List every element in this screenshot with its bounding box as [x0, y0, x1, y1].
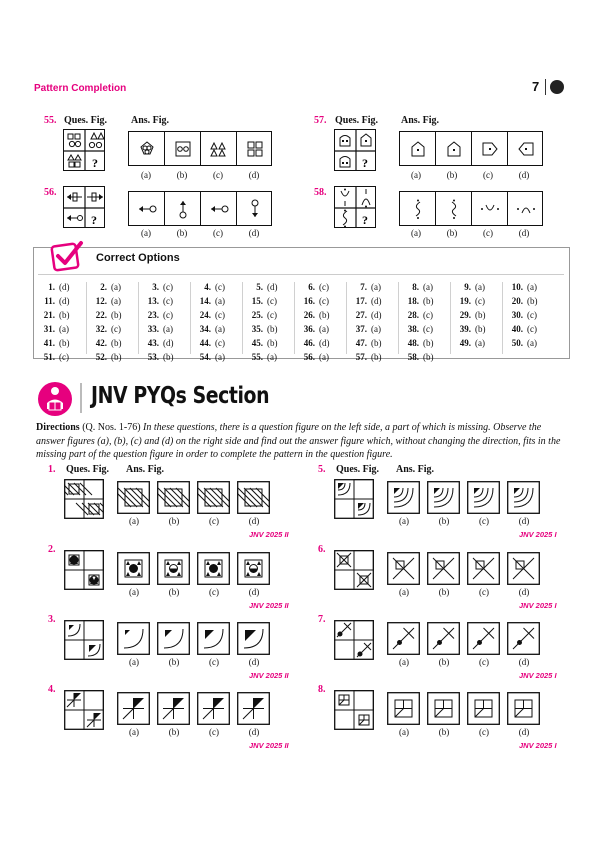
- answer-key-entry: 54. (a): [199, 352, 225, 362]
- answer-key-entry: 40. (c): [511, 324, 537, 334]
- section-title: Pattern Completion: [34, 83, 127, 94]
- answer-figure: [197, 622, 230, 655]
- answer-key-entry: 49. (a): [459, 338, 485, 348]
- ans-fig-label: Ans. Fig.: [401, 115, 440, 126]
- question-figure: [63, 186, 105, 228]
- svg-text:?: ?: [362, 156, 368, 170]
- column-divider: [86, 282, 87, 354]
- option-label: (c): [479, 587, 489, 597]
- ques-fig-label: Ques. Fig.: [336, 464, 380, 475]
- column-divider: [450, 282, 451, 354]
- answer-figure: [117, 481, 150, 514]
- option-label: (c): [479, 727, 489, 737]
- svg-text:?: ?: [91, 213, 97, 227]
- answer-key-entry: 1. (d): [48, 282, 70, 292]
- answer-key-entry: 44. (c): [199, 338, 225, 348]
- ques-fig-label: Ques. Fig.: [64, 115, 108, 126]
- answer-figure: [467, 481, 500, 514]
- question-figure: [334, 129, 376, 171]
- answer-key-entry: 25. (c): [251, 310, 277, 320]
- option-label: (b): [168, 516, 180, 526]
- divider: [38, 274, 564, 275]
- exam-source-label: JNV 2025 I: [519, 671, 557, 680]
- answer-figures: [128, 131, 272, 166]
- answer-key-entry: 50. (a): [511, 338, 537, 348]
- answer-key-entry: 56. (a): [303, 352, 329, 362]
- answer-key-entry: 5. (d): [256, 282, 278, 292]
- answer-figure: [157, 481, 190, 514]
- page-number: 7: [532, 79, 540, 94]
- answer-key-entry: 45. (b): [251, 338, 278, 348]
- ans-fig-label: Ans. Fig.: [126, 464, 165, 475]
- answer-figure: [157, 692, 190, 725]
- answer-key-entry: 17. (d): [355, 296, 382, 306]
- option-label: (a): [129, 657, 139, 667]
- answer-key-entry: 39. (b): [459, 324, 486, 334]
- answer-key-entry: 38. (c): [407, 324, 433, 334]
- page-marker-icon: [550, 80, 564, 94]
- answer-key-entry: 4. (c): [204, 282, 225, 292]
- answer-figures: [399, 131, 543, 166]
- question-number: 58.: [314, 187, 327, 198]
- exam-source-label: JNV 2025 I: [519, 601, 557, 610]
- option-b-label: (b): [176, 228, 188, 238]
- option-label: (a): [399, 657, 409, 667]
- ques-fig-label: Ques. Fig.: [335, 115, 379, 126]
- column-divider: [398, 282, 399, 354]
- option-label: (d): [518, 587, 530, 597]
- answer-key-entry: 51. (c): [43, 352, 69, 362]
- option-b-label: (b): [446, 170, 458, 180]
- answer-figure: [427, 622, 460, 655]
- option-label: (b): [438, 727, 450, 737]
- option-label: (c): [209, 657, 219, 667]
- answer-key-entry: 30. (c): [511, 310, 537, 320]
- question-number: 56.: [44, 187, 57, 198]
- answer-key-entry: 53. (b): [147, 352, 174, 362]
- question-number: 7.: [318, 614, 326, 625]
- ques-fig-label: Ques. Fig.: [66, 464, 110, 475]
- exam-source-label: JNV 2025 I: [519, 741, 557, 750]
- question-figure: [64, 620, 104, 660]
- answer-figure: [157, 622, 190, 655]
- option-label: (d): [248, 657, 260, 667]
- option-c-label: (c): [213, 170, 223, 180]
- answer-figure: [467, 622, 500, 655]
- option-d-label: (d): [518, 170, 530, 180]
- option-label: (c): [479, 657, 489, 667]
- answer-figure: [387, 481, 420, 514]
- answer-key-entry: 12. (a): [95, 296, 121, 306]
- answer-key-entry: 16. (c): [303, 296, 329, 306]
- question-number: 55.: [44, 115, 57, 126]
- option-d-label: (d): [518, 228, 530, 238]
- option-label: (d): [518, 657, 530, 667]
- option-label: (a): [399, 727, 409, 737]
- question-figure: [334, 550, 374, 590]
- answer-key-entry: 6. (c): [308, 282, 329, 292]
- exam-source-label: JNV 2025 II: [249, 530, 289, 539]
- question-number: 3.: [48, 614, 56, 625]
- question-figure: [334, 479, 374, 519]
- answer-figure: [237, 481, 270, 514]
- exam-source-label: JNV 2025 I: [519, 530, 557, 539]
- option-label: (c): [209, 587, 219, 597]
- answer-figure: [237, 622, 270, 655]
- answer-key-entry: 58. (b): [407, 352, 434, 362]
- option-label: (a): [399, 587, 409, 597]
- question-number: 6.: [318, 544, 326, 555]
- answer-key-entry: 48. (b): [407, 338, 434, 348]
- column-divider: [502, 282, 503, 354]
- question-number: 2.: [48, 544, 56, 555]
- option-label: (b): [438, 587, 450, 597]
- option-c-label: (c): [483, 228, 493, 238]
- answer-key-entry: 9. (a): [464, 282, 485, 292]
- option-label: (b): [438, 516, 450, 526]
- answer-key-entry: 42. (b): [95, 338, 122, 348]
- option-label: (a): [129, 516, 139, 526]
- option-label: (b): [168, 657, 180, 667]
- answer-key-entry: 47. (b): [355, 338, 382, 348]
- answer-key-entry: 3. (c): [152, 282, 173, 292]
- question-figure: [64, 690, 104, 730]
- checkmark-badge-icon: [50, 240, 84, 272]
- question-figure: [334, 690, 374, 730]
- option-d-label: (d): [248, 170, 260, 180]
- answer-key-entry: 22. (b): [95, 310, 122, 320]
- answer-figure: [467, 692, 500, 725]
- answer-key-entry: 23. (c): [147, 310, 173, 320]
- answer-key-entry: 20. (b): [511, 296, 538, 306]
- answer-key-entry: 13. (c): [147, 296, 173, 306]
- answer-figure: [387, 552, 420, 585]
- svg-text:?: ?: [362, 213, 368, 227]
- option-label: (a): [129, 587, 139, 597]
- answer-figure: [507, 622, 540, 655]
- answer-key-entry: 33. (a): [147, 324, 173, 334]
- option-c-label: (c): [483, 170, 493, 180]
- answer-key-entry: 29. (b): [459, 310, 486, 320]
- ans-fig-label: Ans. Fig.: [396, 464, 435, 475]
- option-label: (d): [248, 516, 260, 526]
- answer-key-entry: 7. (a): [360, 282, 381, 292]
- answer-key-entry: 35. (b): [251, 324, 278, 334]
- answer-key-entry: 18. (b): [407, 296, 434, 306]
- svg-text:?: ?: [92, 156, 98, 170]
- answer-key-entry: 26. (b): [303, 310, 330, 320]
- option-label: (d): [518, 727, 530, 737]
- exam-source-label: JNV 2025 II: [249, 741, 289, 750]
- answer-figures: [399, 191, 543, 226]
- option-a-label: (a): [411, 228, 421, 238]
- answer-key-entry: 43. (d): [147, 338, 174, 348]
- answer-key-entry: 11. (d): [44, 296, 70, 306]
- exam-source-label: JNV 2025 II: [249, 601, 289, 610]
- option-label: (b): [168, 587, 180, 597]
- answer-figure: [237, 552, 270, 585]
- question-figure: [63, 129, 105, 171]
- answer-key-entry: 8. (a): [412, 282, 433, 292]
- answer-key-entry: 14. (a): [199, 296, 225, 306]
- option-label: (c): [479, 516, 489, 526]
- option-label: (b): [168, 727, 180, 737]
- option-d-label: (d): [248, 228, 260, 238]
- answer-key-entry: 24. (c): [199, 310, 225, 320]
- option-c-label: (c): [213, 228, 223, 238]
- answer-figure: [467, 552, 500, 585]
- option-b-label: (b): [446, 228, 458, 238]
- column-divider: [190, 282, 191, 354]
- answer-figure: [427, 481, 460, 514]
- question-number: 4.: [48, 684, 56, 695]
- answer-key-entry: 10. (a): [511, 282, 537, 292]
- answer-key-entry: 19. (c): [459, 296, 485, 306]
- option-b-label: (b): [176, 170, 188, 180]
- question-number: 8.: [318, 684, 326, 695]
- answer-key-entry: 28. (c): [407, 310, 433, 320]
- column-divider: [138, 282, 139, 354]
- answer-figure: [507, 552, 540, 585]
- option-label: (d): [248, 587, 260, 597]
- answer-key-entry: 32. (c): [95, 324, 121, 334]
- question-number: 57.: [314, 115, 327, 126]
- answer-key-entry: 55. (a): [251, 352, 277, 362]
- option-label: (a): [129, 727, 139, 737]
- directions-text: Directions (Q. Nos. 1-76) In these questions, there is a question figure on the left side, a part of which is missing. Observe the answer figures (a), (b), (c) and (d) on the right side and find out the answer figure which, without changing the direction, fits in the missing part of the question figure in order to complete the pattern in the question figure.: [36, 422, 561, 460]
- answer-figure: [117, 692, 150, 725]
- answer-figure: [507, 481, 540, 514]
- answer-key-entry: 34. (a): [199, 324, 225, 334]
- student-book-icon: [36, 381, 74, 417]
- question-figure: [334, 186, 376, 228]
- option-a-label: (a): [141, 228, 151, 238]
- answer-key-entry: 57. (b): [355, 352, 382, 362]
- answer-figure: [387, 622, 420, 655]
- answer-key-entry: 37. (a): [355, 324, 381, 334]
- answer-figure: [157, 552, 190, 585]
- answer-figure: [197, 481, 230, 514]
- exam-source-label: JNV 2025 II: [249, 671, 289, 680]
- title-divider: [80, 383, 82, 413]
- answer-key-entry: 31. (a): [43, 324, 69, 334]
- answer-key-entry: 36. (a): [303, 324, 329, 334]
- answer-figure: [427, 692, 460, 725]
- answer-figure: [117, 552, 150, 585]
- answer-key-entry: 46. (d): [303, 338, 330, 348]
- option-label: (d): [248, 727, 260, 737]
- question-number: 1.: [48, 464, 56, 475]
- answer-figures: [128, 191, 272, 226]
- option-label: (a): [399, 516, 409, 526]
- answer-key-entry: 15. (c): [251, 296, 277, 306]
- answer-figure: [117, 622, 150, 655]
- header-divider: [545, 79, 546, 95]
- question-figure: [64, 479, 104, 519]
- answer-figure: [197, 552, 230, 585]
- jnv-section-title: JNV PYQs Section: [91, 383, 270, 409]
- ans-fig-label: Ans. Fig.: [131, 115, 170, 126]
- answer-key-entry: 41. (b): [43, 338, 70, 348]
- question-number: 5.: [318, 464, 326, 475]
- option-a-label: (a): [141, 170, 151, 180]
- option-label: (b): [438, 657, 450, 667]
- answer-key-entry: 27. (d): [355, 310, 382, 320]
- answer-figure: [197, 692, 230, 725]
- option-label: (c): [209, 516, 219, 526]
- column-divider: [242, 282, 243, 354]
- answer-figure: [237, 692, 270, 725]
- answer-figure: [427, 552, 460, 585]
- answer-key-entry: 21. (b): [43, 310, 70, 320]
- answer-key-entry: 2. (a): [100, 282, 121, 292]
- column-divider: [294, 282, 295, 354]
- answer-figure: [507, 692, 540, 725]
- answer-figure: [387, 692, 420, 725]
- correct-options-title: Correct Options: [96, 252, 180, 264]
- option-a-label: (a): [411, 170, 421, 180]
- option-label: (c): [209, 727, 219, 737]
- option-label: (d): [518, 516, 530, 526]
- question-figure: [64, 550, 104, 590]
- question-figure: [334, 620, 374, 660]
- column-divider: [346, 282, 347, 354]
- answer-key-entry: 52. (b): [95, 352, 122, 362]
